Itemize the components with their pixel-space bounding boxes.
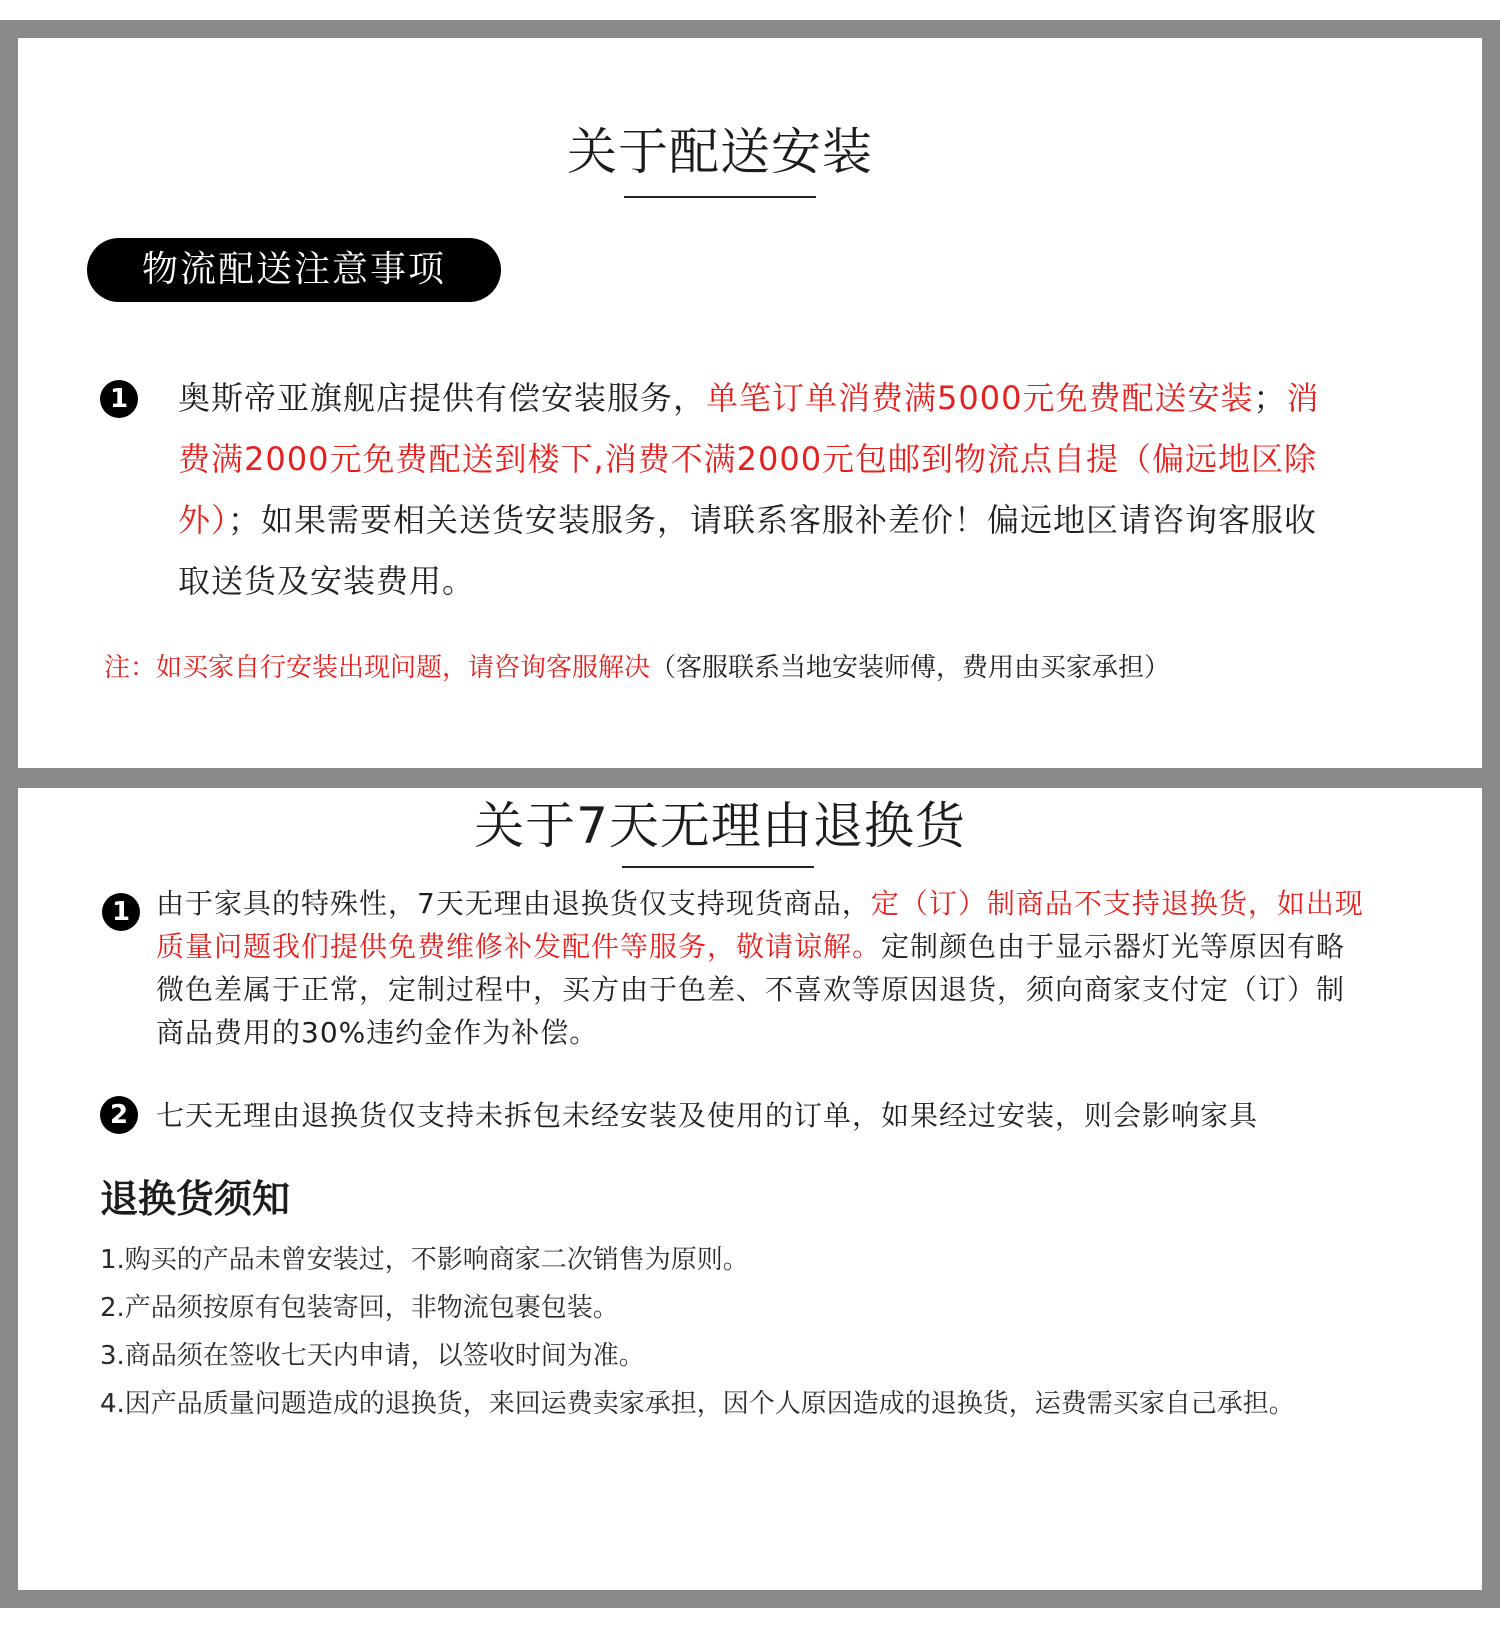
- returns-title-underline: [622, 866, 814, 868]
- returns-paragraph-1: [156, 882, 1366, 1054]
- section-divider: [0, 768, 1500, 788]
- delivery-text-b: 单笔订单消费满5000元免费配送安装: [706, 379, 1254, 417]
- install-note: [104, 650, 1404, 686]
- delivery-text-c: ；: [1253, 379, 1287, 417]
- number-1-icon: 1: [102, 893, 140, 931]
- returns-text-b: 定（订）制商品不支持退换货，如出现质量问题我们提供免费维修补发配件等服务，敬请谅解。: [156, 887, 1364, 963]
- number-2-icon: 2: [100, 1096, 138, 1134]
- return-rules-heading: 退换货须知: [100, 1177, 291, 1221]
- list-item: 4.因产品质量问题造成的退换货，来回运费卖家承担，因个人原因造成的退换货，运费需买家自己承担。: [100, 1389, 1295, 1419]
- returns-text-c: 定制颜色由于显示器灯光等原因有略微色差属于正常，定制过程中，买方由于色差、不喜欢等原因退货，须向商家支付定（订）制商品费用的30%违约金作为补偿。: [156, 930, 1346, 1049]
- delivery-text-d: 消费满2000元免费配送到楼下,消费不满2000元包邮到物流点自提（偏远地区除外）: [178, 379, 1320, 539]
- returns-title: 关于7天无理由退换货: [474, 797, 966, 855]
- list-item: 1.购买的产品未曾安装过，不影响商家二次销售为原则。: [100, 1245, 749, 1275]
- install-note-rest: （客服联系当地安装师傅，费用由买家承担）: [650, 653, 1171, 683]
- delivery-text-a: 奥斯帝亚旗舰店提供有偿安装服务，: [178, 379, 707, 417]
- returns-text-a: 由于家具的特殊性，7天无理由退换货仅支持现货商品，: [156, 887, 871, 920]
- list-item: 2.产品须按原有包装寄回，非物流包裹包装。: [100, 1293, 619, 1323]
- returns-paragraph-2: 七天无理由退换货仅支持未拆包未经安装及使用的订单，如果经过安装，则会影响家具: [156, 1099, 1259, 1132]
- title-underline: [624, 196, 816, 198]
- delivery-text-e: ；如果需要相关送货安装服务，请联系客服补差价！偏远地区请咨询客服收取送货及安装费用。: [178, 501, 1318, 600]
- install-note-red: 注：如买家自行安装出现问题，请咨询客服解决: [104, 653, 651, 683]
- delivery-title: 关于配送安装: [567, 123, 873, 181]
- delivery-paragraph: [178, 368, 1338, 612]
- return-rules-list: [100, 1236, 1420, 1428]
- logistics-notice-badge: 物流配送注意事项: [87, 238, 501, 302]
- number-1-icon: 1: [100, 380, 138, 418]
- list-item: 3.商品须在签收七天内申请，以签收时间为准。: [100, 1341, 645, 1371]
